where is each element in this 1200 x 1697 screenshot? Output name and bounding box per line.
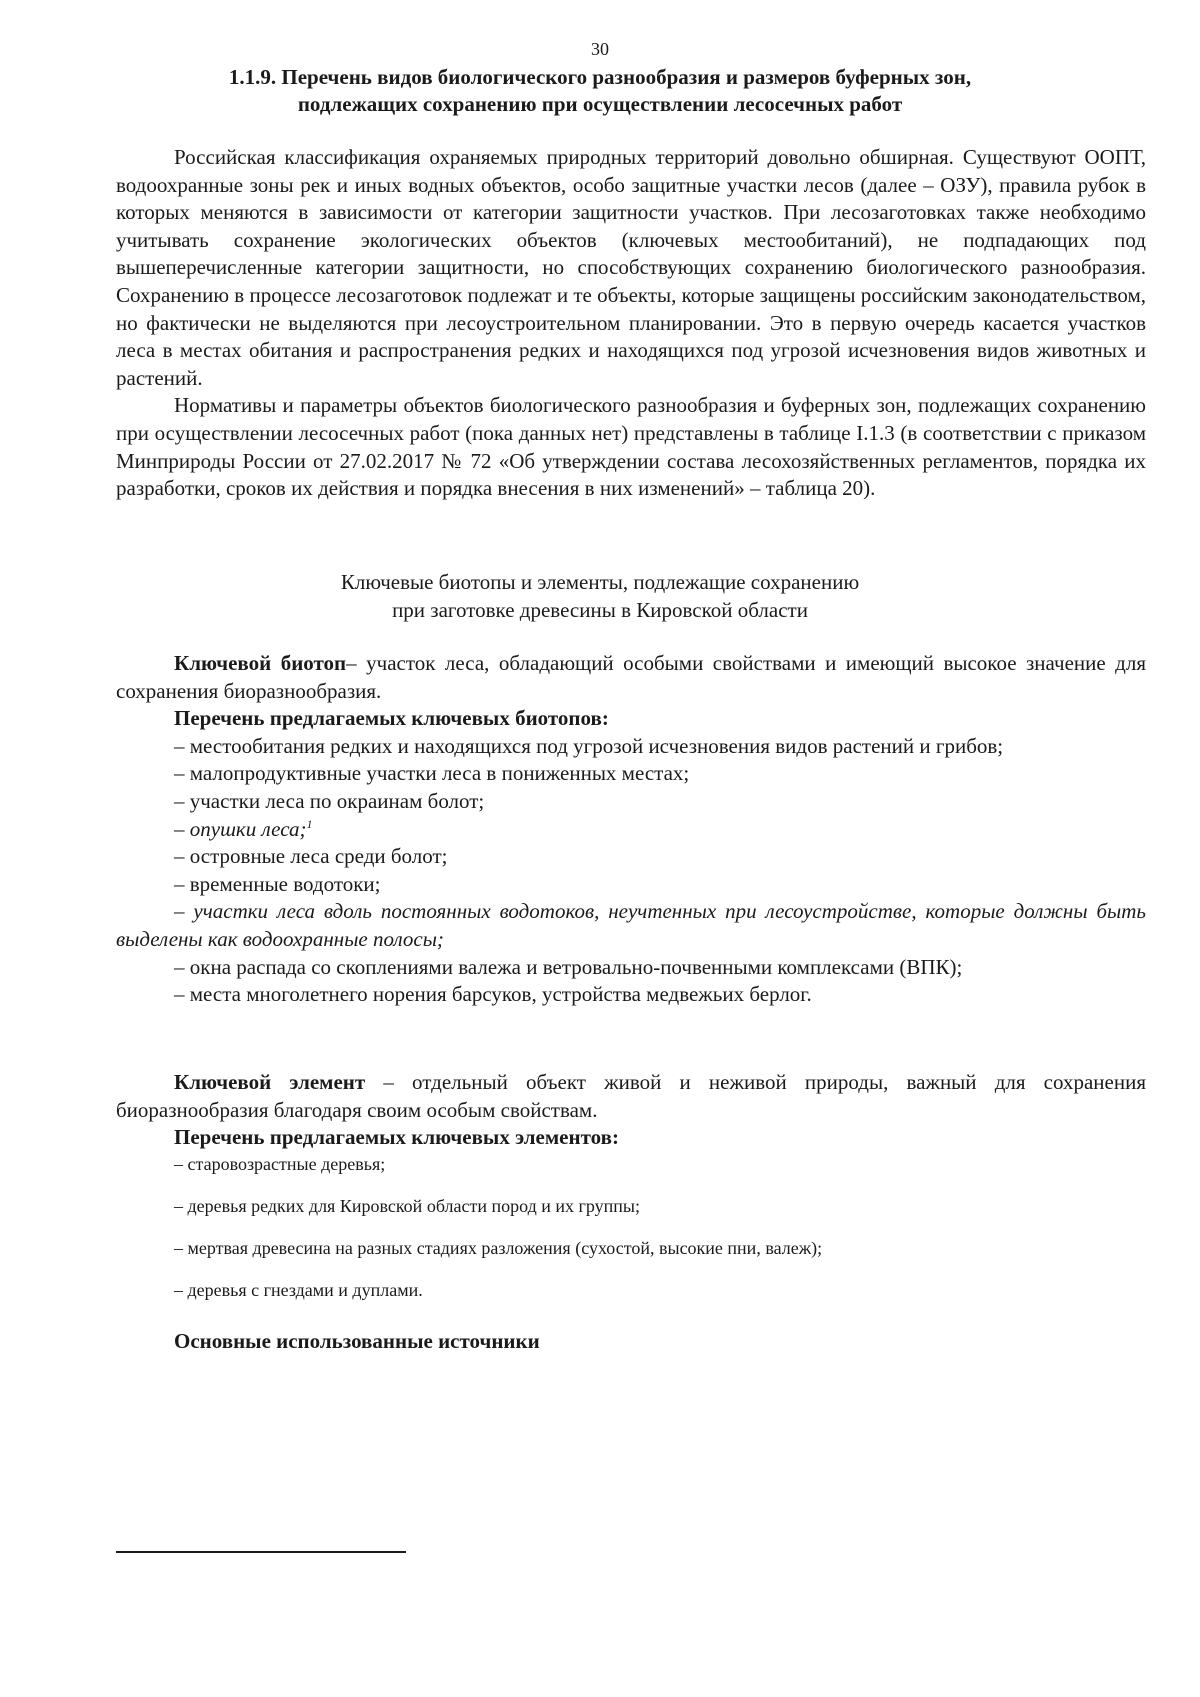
biotope-definition	[116, 650, 1146, 705]
element-definition	[116, 1069, 1146, 1124]
paragraph-classification: Российская классификация охраняемых природных территорий довольно обширная. Существуют ООПТ, водоохранные зоны рек и иных водных объектов, особо защитные участки лесов (далее – ОЗУ), правила рубок в которых меняются в зависимости от категории защитности участков. При лесозаготовках также необходимо учитывать сохранение экологических объектов (ключевых местообитаний), не подпадающих под вышеперечисленные категории защитности, но способствующих сохранению биологического разнообразия. Сохранению в процессе лесозаготовок подлежат и те объекты, которые защищены российским законодательством, но фактически не выделяются при лесоустроительном планировании. Это в первую очередь касается участков леса в местах обитания и распространения редких и находящихся под угрозой исчезновения видов животных и растений.	[116, 145, 1146, 390]
list-item: – места многолетнего норения барсуков, устройства медвежьих берлог.	[174, 982, 812, 1007]
biotope-definition-text: – участок леса, обладающий особыми свойствами и имеющий высокое значение для сохранения биоразнообразия.	[116, 651, 1146, 703]
footnote-separator	[116, 1551, 406, 1553]
list-item: – временные водотоки;	[174, 871, 381, 896]
list-item: – старовозрастные деревья;	[174, 1154, 386, 1174]
page-number: 30	[591, 39, 609, 59]
sources-section	[116, 1328, 1146, 1356]
subsection-title-line-2: при заготовке древесины в Кировской области	[392, 597, 808, 622]
list-item-text: – опушки леса;	[174, 816, 307, 841]
biotope-term: Ключевой биотоп	[174, 651, 347, 675]
list-item: – деревья редких для Кировской области пород и их группы;	[174, 1196, 641, 1216]
sources-heading: Основные использованные источники	[174, 1329, 540, 1353]
list-item: – мертвая древесина на разных стадиях разложения (сухостой, высокие пни, валеж);	[174, 1238, 823, 1258]
list-item: – окна распада со скоплениями валежа и ветровально-почвенными комплексами (ВПК);	[174, 954, 963, 979]
element-definition-text: – отдельный объект живой и неживой природы, важный для сохранения биоразнообразия благодаря своим особым свойствам.	[116, 1070, 1146, 1122]
subsection-title-line-1: Ключевые биотопы и элементы, подлежащие сохранению	[340, 570, 860, 594]
section-title-line-1: 1.1.9. Перечень видов биологического разнообразия и размеров буферных зон,	[228, 65, 972, 89]
element-term: Ключевой элемент	[174, 1070, 366, 1094]
element-section	[116, 1069, 1146, 1152]
biotope-list-heading: Перечень предлагаемых ключевых биотопов:	[174, 706, 609, 731]
list-item: – участки леса вдоль постоянных водотоков, неучтенных при лесоустройстве, которые должны быть выделены как водоохранные полосы;	[116, 899, 1146, 951]
list-item: – малопродуктивные участки леса в пониженных местах;	[174, 761, 690, 786]
element-list-heading: Перечень предлагаемых ключевых элементов:	[174, 1125, 619, 1150]
section-title-line-2: подлежащих сохранению при осуществлении лесосечных работ	[297, 92, 903, 116]
intro-text	[116, 144, 1146, 503]
paragraph-normatives: Нормативы и параметры объектов биологического разнообразия и буферных зон, подлежащих сохранению при осуществлении лесосечных работ (пока данных нет) представлены в таблице I.1.3 (в соответствии с приказом Минприроды России от 27.02.2017 № 72 «Об утверждении состава лесохозяйственных регламентов, порядка их разработки, сроков их действия и порядка внесения в них изменений» – таблица 20).	[116, 393, 1146, 501]
list-item: – местообитания редких и находящихся под угрозой исчезновения видов растений и грибов;	[174, 733, 1004, 758]
biotope-section	[116, 650, 1146, 1009]
list-item: – деревья с гнездами и дуплами.	[174, 1280, 423, 1300]
subsection-title	[0, 569, 1200, 624]
section-title	[200, 64, 1000, 118]
footnote-mark: 1	[306, 816, 313, 831]
list-item: – островные леса среди болот;	[174, 844, 448, 869]
list-item	[116, 816, 1146, 844]
list-item: – участки леса по окраинам болот;	[174, 788, 485, 813]
element-list	[116, 1153, 1146, 1301]
